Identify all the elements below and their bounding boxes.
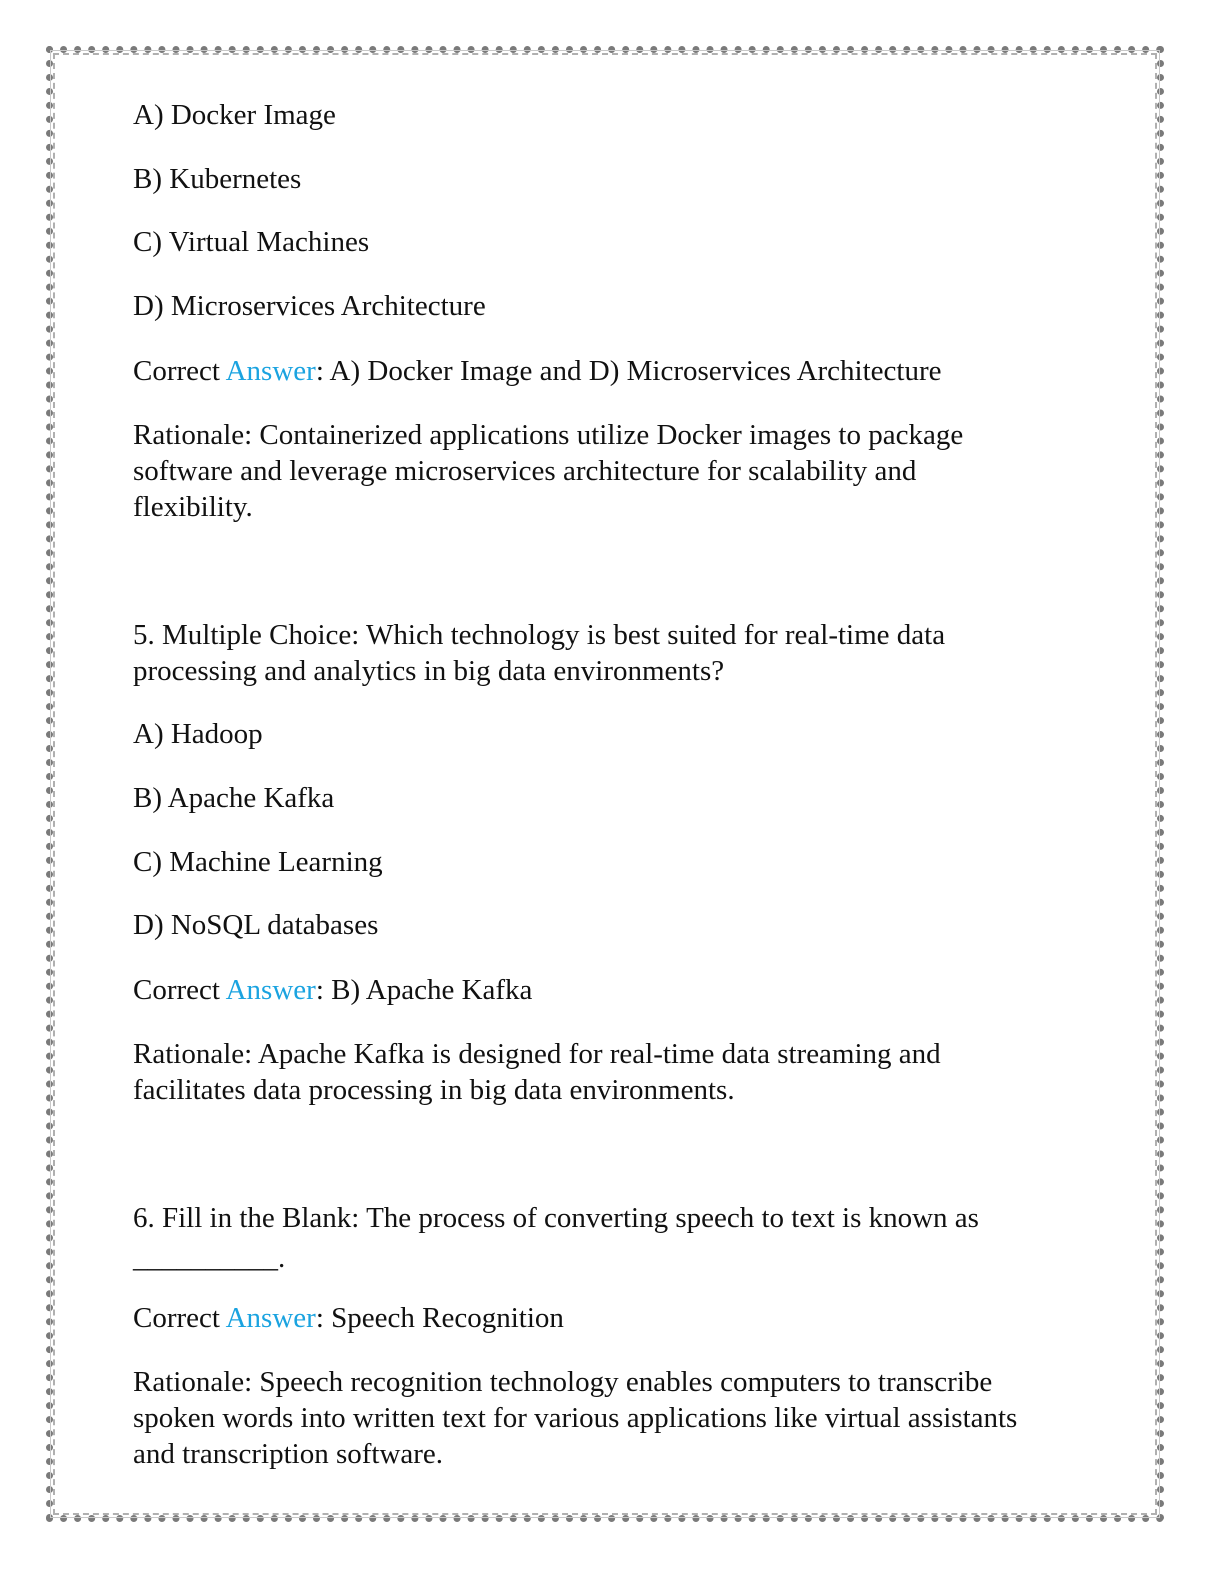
q5-question-line-2: processing and analytics in big data environments? — [133, 655, 725, 687]
answer-keyword: Answer — [225, 355, 316, 387]
q4-rationale-line-2: software and leverage microservices architecture for scalability and — [133, 455, 917, 487]
q5-option-a: A) Hadoop — [133, 718, 263, 750]
q6-rationale-line-3: and transcription software. — [133, 1438, 444, 1470]
q5-rationale-line-2: facilitates data processing in big data environments. — [133, 1074, 735, 1106]
q4-rationale-line-3: flexibility. — [133, 491, 253, 523]
q5-question-line-1: 5. Multiple Choice: Which technology is best suited for real-time data — [133, 619, 946, 651]
answer-prefix: Correct — [133, 355, 226, 387]
q6-question-blank: __________. — [133, 1242, 286, 1274]
q5-option-c: C) Machine Learning — [133, 846, 383, 878]
q6-correct-answer — [133, 1300, 564, 1336]
q5-rationale-line-1: Rationale: Apache Kafka is designed for real-time data streaming and — [133, 1038, 941, 1070]
q5-correct-answer — [133, 972, 532, 1008]
answer-value: : A) Docker Image and D) Microservices Architecture — [315, 355, 942, 387]
q4-option-c: C) Virtual Machines — [133, 226, 370, 258]
q4-option-b: B) Kubernetes — [133, 163, 302, 195]
q6-rationale-line-1: Rationale: Speech recognition technology enables computers to transcribe — [133, 1366, 993, 1398]
answer-value: : Speech Recognition — [315, 1302, 564, 1334]
q4-option-a: A) Docker Image — [133, 99, 336, 131]
q5-option-b: B) Apache Kafka — [133, 782, 335, 814]
answer-prefix: Correct — [133, 974, 226, 1006]
answer-keyword: Answer — [225, 974, 316, 1006]
q4-correct-answer — [133, 353, 941, 389]
q4-option-d: D) Microservices Architecture — [133, 290, 486, 322]
answer-prefix: Correct — [133, 1302, 226, 1334]
answer-keyword: Answer — [225, 1302, 316, 1334]
q4-rationale-line-1: Rationale: Containerized applications utilize Docker images to package — [133, 419, 964, 451]
answer-value: : B) Apache Kafka — [315, 974, 533, 1006]
q6-question-line-1: 6. Fill in the Blank: The process of converting speech to text is known as — [133, 1202, 979, 1234]
q5-option-d: D) NoSQL databases — [133, 909, 379, 941]
q6-rationale-line-2: spoken words into written text for various applications like virtual assistants — [133, 1402, 1018, 1434]
